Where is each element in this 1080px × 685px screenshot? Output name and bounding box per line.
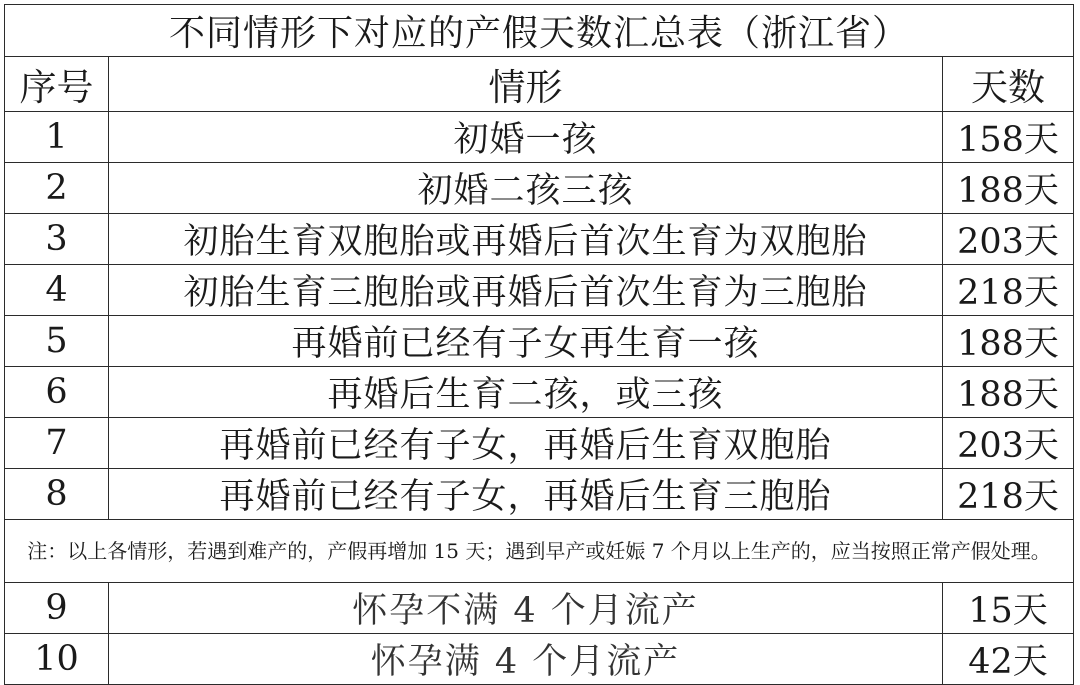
row-days[interactable]: 203天 bbox=[943, 214, 1074, 265]
row-situation[interactable]: 怀孕不满 4 个月流产 bbox=[109, 583, 943, 634]
row-situation[interactable]: 初婚二孩三孩 bbox=[109, 163, 943, 214]
header-situation[interactable]: 情形 bbox=[109, 57, 943, 112]
maternity-leave-table bbox=[4, 4, 1074, 685]
row-situation[interactable]: 再婚前已经有子女，再婚后生育三胞胎 bbox=[109, 469, 943, 520]
row-days[interactable]: 218天 bbox=[943, 469, 1074, 520]
table-row bbox=[5, 418, 1074, 469]
row-index[interactable]: 3 bbox=[5, 214, 109, 265]
header-days[interactable]: 天数 bbox=[943, 57, 1074, 112]
table-row bbox=[5, 214, 1074, 265]
row-days[interactable]: 188天 bbox=[943, 367, 1074, 418]
row-index[interactable]: 2 bbox=[5, 163, 109, 214]
row-situation[interactable]: 再婚前已经有子女，再婚后生育双胞胎 bbox=[109, 418, 943, 469]
row-days[interactable]: 42天 bbox=[943, 634, 1074, 685]
header-index[interactable]: 序号 bbox=[5, 57, 109, 112]
table-row bbox=[5, 367, 1074, 418]
row-situation[interactable]: 初胎生育三胞胎或再婚后首次生育为三胞胎 bbox=[109, 265, 943, 316]
row-situation[interactable]: 再婚前已经有子女再生育一孩 bbox=[109, 316, 943, 367]
table-title-row bbox=[5, 5, 1074, 57]
table-row bbox=[5, 634, 1074, 685]
table-row bbox=[5, 316, 1074, 367]
row-index[interactable]: 5 bbox=[5, 316, 109, 367]
row-days[interactable]: 15天 bbox=[943, 583, 1074, 634]
row-situation[interactable]: 初婚一孩 bbox=[109, 112, 943, 163]
table-row bbox=[5, 112, 1074, 163]
table-title[interactable]: 不同情形下对应的产假天数汇总表（浙江省） bbox=[5, 5, 1074, 57]
row-days[interactable]: 158天 bbox=[943, 112, 1074, 163]
row-situation[interactable]: 怀孕满 4 个月流产 bbox=[109, 634, 943, 685]
row-index[interactable]: 4 bbox=[5, 265, 109, 316]
row-index[interactable]: 1 bbox=[5, 112, 109, 163]
table-row bbox=[5, 265, 1074, 316]
row-days[interactable]: 188天 bbox=[943, 316, 1074, 367]
row-days[interactable]: 203天 bbox=[943, 418, 1074, 469]
note-row bbox=[5, 520, 1074, 583]
row-index[interactable]: 9 bbox=[5, 583, 109, 634]
row-index[interactable]: 8 bbox=[5, 469, 109, 520]
table-header-row bbox=[5, 57, 1074, 112]
table-row bbox=[5, 163, 1074, 214]
row-index[interactable]: 7 bbox=[5, 418, 109, 469]
row-days[interactable]: 188天 bbox=[943, 163, 1074, 214]
row-days[interactable]: 218天 bbox=[943, 265, 1074, 316]
row-situation[interactable]: 初胎生育双胞胎或再婚后首次生育为双胞胎 bbox=[109, 214, 943, 265]
row-index[interactable]: 10 bbox=[5, 634, 109, 685]
row-index[interactable]: 6 bbox=[5, 367, 109, 418]
table-row bbox=[5, 469, 1074, 520]
row-situation[interactable]: 再婚后生育二孩，或三孩 bbox=[109, 367, 943, 418]
table-note[interactable]: 注：以上各情形，若遇到难产的，产假再增加 15 天；遇到早产或妊娠 7 个月以上生产的，应当按照正常产假处理。 bbox=[5, 520, 1074, 583]
table-row bbox=[5, 583, 1074, 634]
